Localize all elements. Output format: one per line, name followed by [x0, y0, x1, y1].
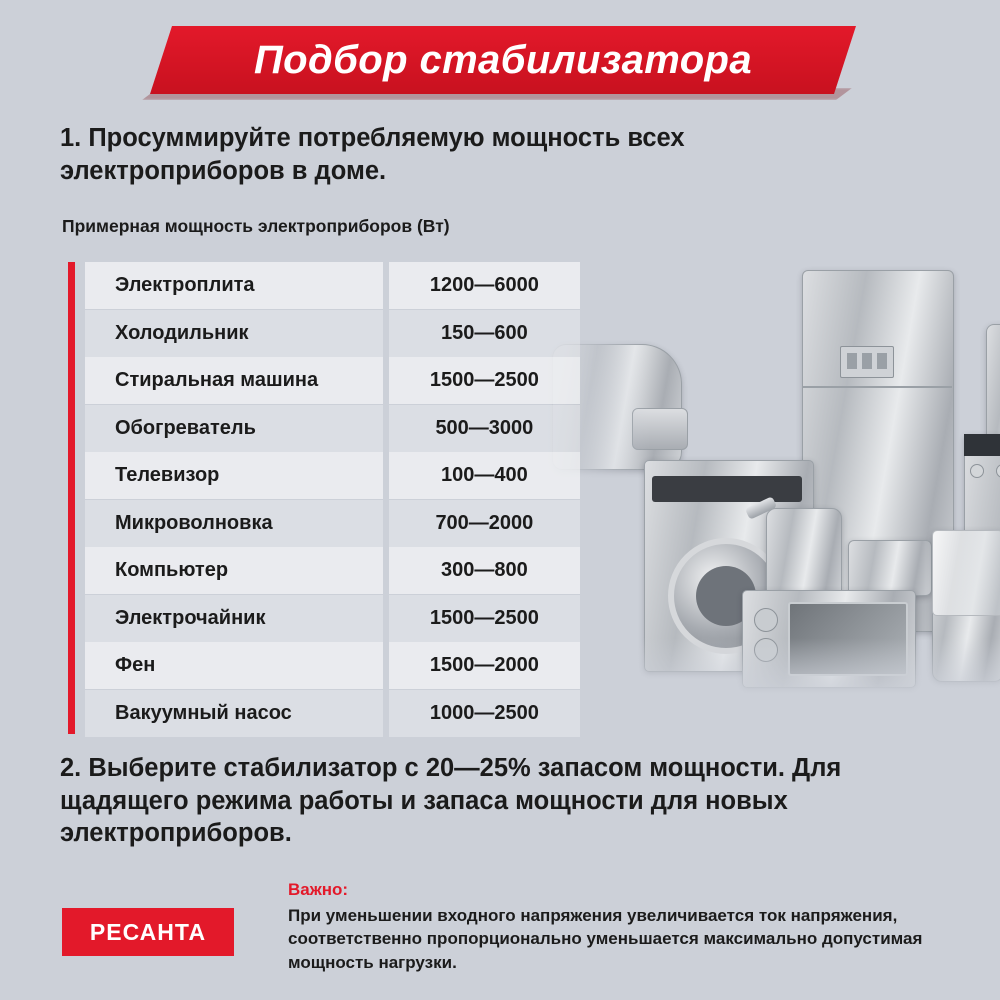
- appliance-power: 1500—2500: [389, 357, 580, 404]
- appliance-name: Электроплита: [85, 262, 383, 309]
- appliance-name: Микроволновка: [85, 500, 383, 547]
- table-row: [68, 310, 580, 357]
- appliance-power: 300—800: [389, 547, 580, 594]
- illustration-fade-bottom: [540, 638, 1000, 708]
- appliance-power: 700—2000: [389, 500, 580, 547]
- table-row: [68, 357, 580, 404]
- step-2-text: 2. Выберите стабилизатор с 20—25% запасом мощности. Для щадящего режима работы и запаса мощности для новых электроприборов.: [60, 754, 842, 848]
- blender-jar-icon: [932, 530, 1000, 616]
- page-title: Подбор стабилизатора: [253, 37, 753, 82]
- table-row: [68, 452, 580, 499]
- table-subtitle: Примерная мощность электроприборов (Вт): [62, 216, 450, 236]
- appliance-power: 1000—2500: [389, 690, 580, 737]
- appliance-name: Обогреватель: [85, 405, 383, 452]
- note-body: При уменьшении входного напряжения увеличивается ток напряжения, соответственно пропорционально уменьшается максимально допустимая мощность нагрузки.: [288, 906, 923, 972]
- appliance-power: 100—400: [389, 452, 580, 499]
- appliance-power: 1500—2500: [389, 595, 580, 642]
- note-title: Важно:: [288, 880, 349, 899]
- appliance-name: Фен: [85, 642, 383, 689]
- appliance-name: Телевизор: [85, 452, 383, 499]
- step-1-text: 1. Просуммируйте потребляемую мощность всех электроприборов в доме.: [60, 124, 685, 185]
- appliance-power: 500—3000: [389, 405, 580, 452]
- washing-machine-panel-icon: [652, 476, 802, 502]
- table-row: [68, 690, 580, 737]
- appliances-illustration: [540, 258, 1000, 708]
- table-row: [68, 405, 580, 452]
- table-row: [68, 642, 580, 689]
- title-banner: [0, 26, 1000, 98]
- appliance-power: 1200—6000: [389, 262, 580, 309]
- power-table: [68, 262, 580, 737]
- appliance-power: 1500—2000: [389, 642, 580, 689]
- refrigerator-display-icon: [840, 346, 894, 378]
- appliance-name: Стиральная машина: [85, 357, 383, 404]
- appliance-power: 150—600: [389, 310, 580, 357]
- toaster-icon: [848, 540, 932, 596]
- appliance-name: Компьютер: [85, 547, 383, 594]
- appliance-name: Электрочайник: [85, 595, 383, 642]
- stove-cooktop-icon: [964, 434, 1000, 456]
- table-row: [68, 595, 580, 642]
- appliance-name: Холодильник: [85, 310, 383, 357]
- resanta-logo: [62, 908, 234, 956]
- logo-text: РЕСАНТА: [89, 918, 207, 945]
- table-row: [68, 500, 580, 547]
- refrigerator-door-line: [802, 386, 952, 388]
- table-row: [68, 262, 580, 309]
- coffee-machine-icon: [986, 324, 1000, 442]
- stove-knobs-icon: [970, 464, 1000, 478]
- table-row: [68, 547, 580, 594]
- appliance-name: Вакуумный насос: [85, 690, 383, 737]
- important-note: [288, 880, 948, 974]
